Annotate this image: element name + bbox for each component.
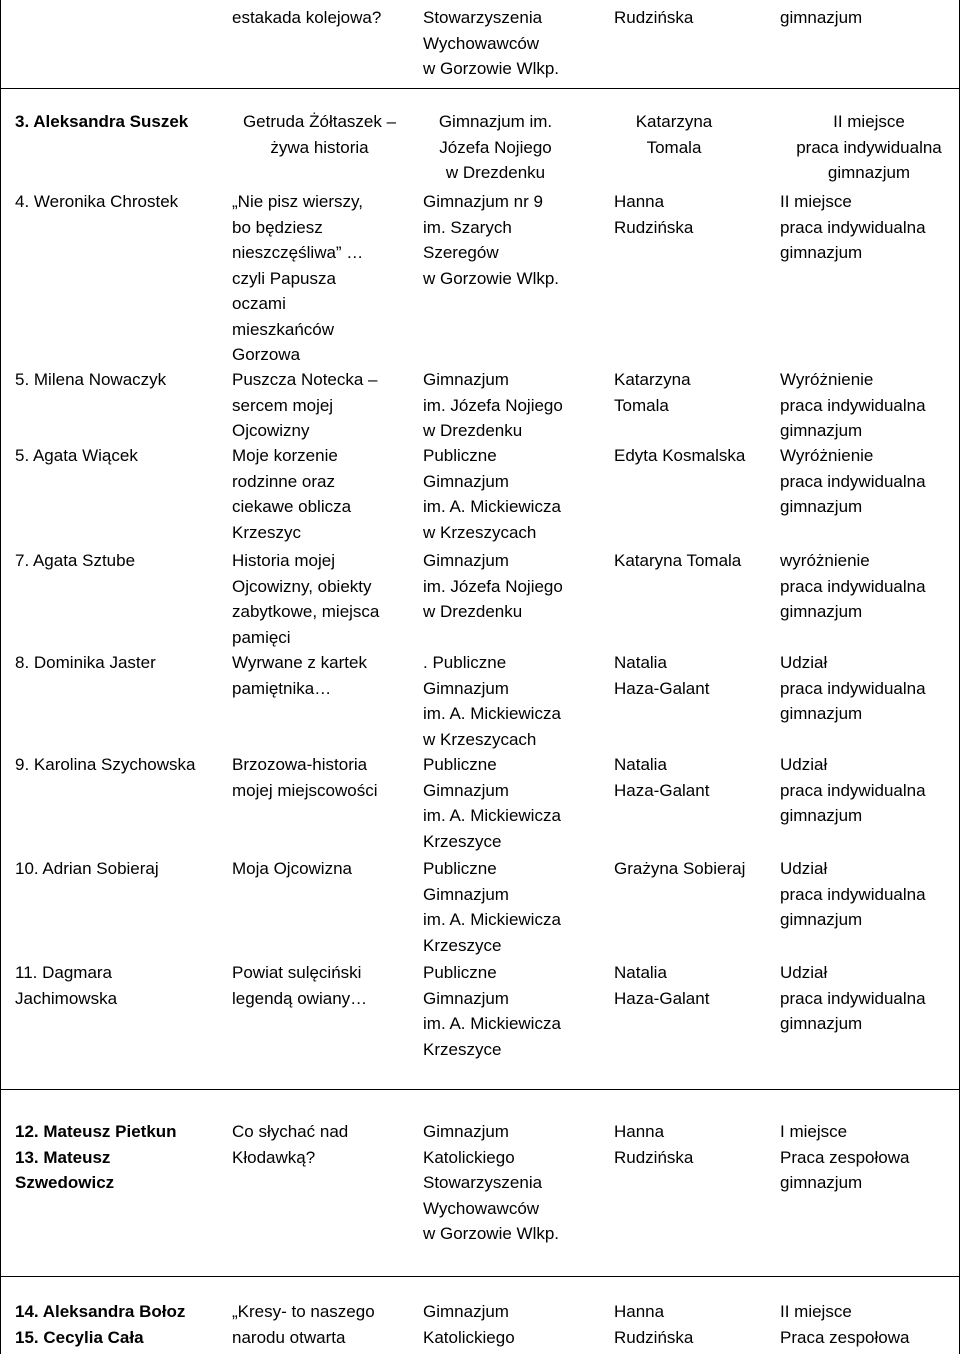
row-0-school: [423, 5, 608, 82]
row-0-teacher: [614, 5, 774, 31]
school-line: Publiczne: [423, 963, 497, 982]
row-5-title: [232, 548, 417, 650]
result-line: wyróżnienie: [780, 551, 870, 570]
teacher-line: Hanna: [614, 1302, 665, 1321]
row-6-title: [232, 650, 417, 701]
school-line: w Krzeszycach: [423, 522, 537, 542]
title-line: zabytkowe, miejsca: [232, 602, 380, 621]
teacher-line: Haza-Galant: [614, 678, 710, 698]
school-line: Katolickiego: [423, 1147, 515, 1167]
title-line: oczami: [232, 294, 286, 313]
row-7-result: [780, 752, 958, 829]
result-line: Wyróżnienie: [780, 446, 874, 465]
school-line: Gimnazjum: [423, 370, 509, 389]
school-line: Gimnazjum: [423, 551, 509, 570]
row-7-author: [15, 752, 220, 778]
row-1-teacher: [614, 109, 734, 160]
teacher-line: Natalia: [614, 963, 667, 982]
school-line: Szeregów: [423, 243, 499, 262]
row-3-school: [423, 367, 608, 444]
row-2-result: [780, 189, 958, 266]
school-line: Wychowawców: [423, 33, 540, 53]
teacher-line: Hanna: [614, 1122, 665, 1141]
author-line: 3. Aleksandra Suszek: [15, 112, 189, 131]
result-line: I miejsce: [780, 1122, 848, 1141]
result-line: praca indywidualna: [780, 988, 926, 1008]
row-2-teacher: [614, 189, 774, 240]
row-6-result: [780, 650, 958, 727]
author-line: 12. Mateusz Pietkun: [15, 1122, 177, 1141]
teacher-line: Natalia: [614, 653, 667, 672]
row-11-school: [423, 1299, 608, 1350]
author-line: 8. Dominika Jaster: [15, 653, 156, 672]
row-5-teacher: [614, 548, 784, 574]
school-line: Publiczne: [423, 859, 497, 878]
author-line: 10. Adrian Sobieraj: [15, 859, 159, 878]
row-1-school: [423, 109, 568, 186]
school-line: Krzeszyce: [423, 831, 502, 851]
teacher-line: Grażyna Sobieraj: [614, 859, 746, 878]
result-line: II miejsce: [833, 112, 905, 131]
teacher-line: Haza-Galant: [614, 988, 710, 1008]
row-1-result: [780, 109, 958, 186]
row-2-author: [15, 189, 220, 215]
title-line: Kłodawką?: [232, 1147, 316, 1167]
school-line: w Drezdenku: [423, 602, 523, 621]
result-line: gimnazjum: [780, 243, 863, 262]
title-line: narodu otwarta: [232, 1327, 346, 1347]
row-5-result: [780, 548, 958, 625]
row-5-author: [15, 548, 220, 574]
school-line: Krzeszyce: [423, 935, 502, 955]
row-11-teacher: [614, 1299, 774, 1350]
row-4-result: [780, 443, 958, 520]
section-divider: [0, 1089, 960, 1090]
title-line: Historia mojej: [232, 551, 335, 570]
school-line: Krzeszyce: [423, 1039, 502, 1059]
row-3-result: [780, 367, 958, 444]
result-line: praca indywidualna: [796, 137, 942, 157]
row-11-result: [780, 1299, 958, 1350]
teacher-line: Rudzińska: [614, 217, 694, 237]
title-line: Krzeszyc: [232, 522, 301, 542]
school-line: im. Józefa Nojiego: [423, 576, 563, 596]
result-line: gimnazjum: [780, 910, 863, 929]
result-line: gimnazjum: [827, 163, 911, 182]
result-line: Udział: [780, 653, 828, 672]
row-6-school: [423, 650, 608, 752]
row-8-teacher: [614, 856, 784, 882]
section-divider: [0, 1276, 960, 1277]
school-line: w Krzeszycach: [423, 729, 537, 749]
author-line: 14. Aleksandra Bołoz: [15, 1302, 186, 1321]
school-line: w Drezdenku: [423, 421, 523, 440]
teacher-line: Rudzińska: [614, 1147, 694, 1167]
author-line: 5. Milena Nowaczyk: [15, 370, 167, 389]
title-line: rodzinne oraz: [232, 471, 336, 491]
result-line: gimnazjum: [780, 704, 863, 723]
title-line: Ojcowizny, obiekty: [232, 576, 372, 596]
row-7-title: [232, 752, 417, 803]
teacher-line: Edyta Kosmalska: [614, 446, 746, 465]
row-9-result: [780, 960, 958, 1037]
title-line: sercem mojej: [232, 395, 334, 415]
school-line: Gimnazjum: [423, 780, 509, 800]
result-line: praca indywidualna: [780, 395, 926, 415]
title-line: legendą owiany…: [232, 988, 368, 1008]
school-line: Gimnazjum im.: [438, 112, 553, 131]
school-line: Publiczne: [423, 446, 497, 465]
school-line: Wychowawców: [423, 1198, 540, 1218]
row-4-teacher: [614, 443, 784, 469]
row-10-school: [423, 1119, 608, 1247]
author-line: 7. Agata Sztube: [15, 551, 136, 570]
row-5-school: [423, 548, 608, 625]
title-line: Gorzowa: [232, 345, 301, 364]
result-line: Udział: [780, 963, 828, 982]
title-line: czyli Papusza: [232, 268, 336, 288]
result-line: praca indywidualna: [780, 471, 926, 491]
teacher-line: Kataryna Tomala: [614, 551, 742, 570]
table-border-left: [0, 0, 1, 1354]
row-0-title: [232, 5, 417, 31]
school-line: Gimnazjum: [423, 678, 509, 698]
result-line: praca indywidualna: [780, 780, 926, 800]
school-line: im. A. Mickiewicza: [423, 497, 561, 516]
row-4-author: [15, 443, 220, 469]
teacher-line: Tomala: [646, 137, 702, 157]
school-line: Gimnazjum nr 9: [423, 192, 543, 211]
row-6-teacher: [614, 650, 774, 701]
title-line: nieszczęśliwa” …: [232, 243, 364, 262]
author-line: 5. Agata Wiącek: [15, 446, 138, 465]
result-line: gimnazjum: [780, 8, 863, 27]
row-11-title: [232, 1299, 417, 1350]
school-line: w Gorzowie Wlkp.: [423, 268, 560, 288]
school-line: w Gorzowie Wlkp.: [423, 1224, 560, 1243]
result-line: Udział: [780, 755, 828, 774]
school-line: im. Szarych: [423, 217, 512, 237]
school-line: Józefa Nojiego: [439, 137, 552, 157]
author-line: 15. Cecylia Cała: [15, 1327, 144, 1347]
row-10-result: [780, 1119, 958, 1196]
row-3-author: [15, 367, 220, 393]
result-line: gimnazjum: [780, 1173, 863, 1192]
row-0-result: [780, 5, 958, 31]
school-line: Gimnazjum: [423, 1122, 509, 1141]
title-line: bo będziesz: [232, 217, 323, 237]
result-line: gimnazjum: [780, 602, 863, 621]
result-line: gimnazjum: [780, 1014, 863, 1033]
result-line: II miejsce: [780, 192, 852, 211]
row-8-school: [423, 856, 608, 958]
title-line: Puszcza Notecka –: [232, 370, 378, 389]
row-10-title: [232, 1119, 417, 1170]
title-line: Co słychać nad: [232, 1122, 349, 1141]
result-line: gimnazjum: [780, 806, 863, 825]
teacher-line: Hanna: [614, 192, 665, 211]
row-9-title: [232, 960, 417, 1011]
author-line: 13. Mateusz: [15, 1147, 111, 1167]
school-line: Gimnazjum: [423, 471, 509, 491]
row-7-school: [423, 752, 608, 854]
result-line: Udział: [780, 859, 828, 878]
result-line: II miejsce: [780, 1302, 852, 1321]
title-line: Powiat sulęciński: [232, 963, 362, 982]
school-line: im. Józefa Nojiego: [423, 395, 563, 415]
row-3-title: [232, 367, 417, 444]
school-line: Gimnazjum: [423, 988, 509, 1008]
result-line: Wyróżnienie: [780, 370, 874, 389]
title-line: Moje korzenie: [232, 446, 338, 465]
school-line: im. A. Mickiewicza: [423, 1014, 561, 1033]
teacher-line: Katarzyna: [635, 112, 713, 131]
row-4-school: [423, 443, 608, 545]
title-line: Wyrwane z kartek: [232, 653, 367, 672]
school-line: Katolickiego: [423, 1327, 515, 1347]
author-line: 11. Dagmara: [15, 963, 113, 982]
title-line: żywa historia: [270, 137, 369, 157]
result-line: gimnazjum: [780, 421, 863, 440]
row-9-teacher: [614, 960, 774, 1011]
row-10-author: [15, 1119, 220, 1196]
row-4-title: [232, 443, 417, 545]
result-line: Praca zespołowa: [780, 1147, 910, 1167]
author-line: 4. Weronika Chrostek: [15, 192, 179, 211]
school-line: Stowarzyszenia: [423, 1173, 543, 1192]
result-line: praca indywidualna: [780, 678, 926, 698]
teacher-line: Natalia: [614, 755, 667, 774]
author-line: 9. Karolina Szychowska: [15, 755, 196, 774]
row-8-title: [232, 856, 417, 882]
teacher-line: Katarzyna: [614, 370, 691, 389]
title-line: Moja Ojcowizna: [232, 859, 352, 878]
title-line: pamięci: [232, 627, 291, 647]
teacher-line: Rudzińska: [614, 8, 694, 27]
result-line: praca indywidualna: [780, 884, 926, 904]
title-line: Ojcowizny: [232, 421, 310, 440]
row-9-author: [15, 960, 220, 1011]
row-6-author: [15, 650, 220, 676]
result-line: Praca zespołowa: [780, 1327, 910, 1347]
title-line: Getruda Żółtaszek –: [242, 112, 397, 131]
row-9-school: [423, 960, 608, 1062]
school-line: Publiczne: [423, 755, 497, 774]
title-line: estakada kolejowa?: [232, 8, 382, 27]
row-1-author: [15, 109, 220, 135]
result-line: gimnazjum: [780, 497, 863, 516]
author-line: Jachimowska: [15, 988, 118, 1008]
title-line: mieszkańców: [232, 319, 335, 339]
row-2-school: [423, 189, 608, 291]
result-line: praca indywidualna: [780, 217, 926, 237]
teacher-line: Haza-Galant: [614, 780, 710, 800]
teacher-line: Rudzińska: [614, 1327, 694, 1347]
row-7-teacher: [614, 752, 774, 803]
teacher-line: Tomala: [614, 395, 669, 415]
school-line: im. A. Mickiewicza: [423, 806, 561, 825]
title-line: Brzozowa-historia: [232, 755, 368, 774]
title-line: „Kresy- to naszego: [232, 1302, 375, 1321]
result-line: praca indywidualna: [780, 576, 926, 596]
title-line: ciekawe oblicza: [232, 497, 352, 516]
school-line: Gimnazjum: [423, 884, 509, 904]
row-3-teacher: [614, 367, 774, 418]
school-line: w Gorzowie Wlkp.: [423, 59, 560, 78]
row-2-title: [232, 189, 417, 368]
title-line: mojej miejscowości: [232, 780, 378, 800]
title-line: „Nie pisz wierszy,: [232, 192, 363, 211]
row-8-result: [780, 856, 958, 933]
school-line: Gimnazjum: [423, 1302, 509, 1321]
school-line: . Publiczne: [423, 653, 507, 672]
row-1-title: [232, 109, 407, 160]
row-10-teacher: [614, 1119, 774, 1170]
school-line: w Drezdenku: [445, 163, 546, 182]
author-line: Szwedowicz: [15, 1173, 115, 1192]
section-divider: [0, 88, 960, 89]
school-line: Stowarzyszenia: [423, 8, 543, 27]
row-11-author: [15, 1299, 220, 1350]
row-8-author: [15, 856, 220, 882]
school-line: im. A. Mickiewicza: [423, 704, 561, 723]
school-line: im. A. Mickiewicza: [423, 910, 561, 929]
title-line: pamiętnika…: [232, 678, 332, 698]
